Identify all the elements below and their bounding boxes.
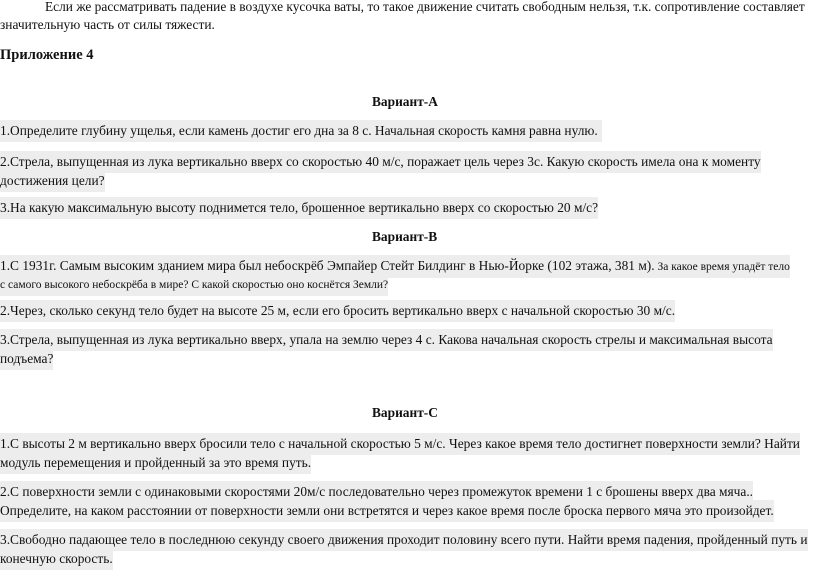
variant-b-question-1-line-2: с самого высокого небоскрёба в мире? С какой скоростью оно коснётся Земли? — [0, 274, 388, 296]
variant-a-title: Вариант-А — [372, 94, 438, 109]
variant-b-question-3-line-2: подъема? — [0, 348, 53, 370]
variant-b-question-1-main: 1.С 1931г. Самым высоким зданием мира был небоскрёб Эмпайер Стейт Билдинг в Нью-Йорке (102 этажа, 381 м). — [0, 258, 655, 273]
intro-line-2: значительную часть от силы тяжести. — [0, 17, 215, 32]
variant-b-question-3-line-1: 3.Стрела, выпущенная из лука вертикально вверх, упала на землю через 4 с. Какова начальная скорость стрелы и максимальная высота — [0, 329, 773, 351]
variant-b-question-2: 2.Через, сколько секунд тело будет на высоте 25 м, если его бросить вертикально вверх с начальной скоростью 30 м/с. — [0, 300, 675, 322]
intro-line-1: Если же рассматривать падение в воздухе кусочка ваты, то такое движение считать свободным нельзя, т.к. сопротивление составляет — [45, 0, 805, 14]
variant-c-question-3-line-1: 3.Свободно падающее тело в последнюю секунду своего движения проходит половину всего пути. Найти время падения, пройденный путь и — [0, 529, 808, 551]
variant-c-question-1-line-1: 1.С высоты 2 м вертикально вверх бросили тело с начальной скоростью 5 м/с. Через какое время тело достигнет поверхности земли? Найти — [0, 433, 800, 455]
variant-c-question-2-line-1: 2.С поверхности земли с одинаковыми скоростями 20м/с последовательно через промежуток времени 1 с брошены вверх два мяча.. — [0, 481, 753, 503]
variant-b-question-1-tail: За какое время упадёт тело — [654, 261, 790, 273]
variant-c-question-1-line-2: модуль перемещения и пройденный за это время путь. — [0, 452, 311, 474]
variant-b-title: Вариант-В — [372, 229, 438, 244]
variant-c-question-2-line-2: Определите, на каком расстоянии от поверхности земли они встретятся и через какое время после броска первого мяча это произойдет. — [0, 500, 774, 522]
appendix-title: Приложение 4 — [0, 47, 94, 63]
variant-c-question-3-line-2: конечную скорость. — [0, 548, 113, 570]
variant-a-question-3: 3.На какую максимальную высоту поднимется тело, брошенное вертикально вверх со скоростью 20 м/с? — [0, 197, 598, 219]
variant-a-question-2-line-1: 2.Стрела, выпущенная из лука вертикально вверх со скоростью 40 м/с, поражает цель через 3с. Какую скорость имела она к моменту — [0, 151, 761, 173]
variant-c-title: Вариант-С — [372, 405, 438, 420]
variant-a-question-1: 1.Определите глубину ущелья, если камень достиг его дна за 8 с. Начальная скорость камня равна нулю. — [0, 120, 602, 142]
variant-a-question-2-line-2: достижения цели? — [0, 170, 105, 192]
